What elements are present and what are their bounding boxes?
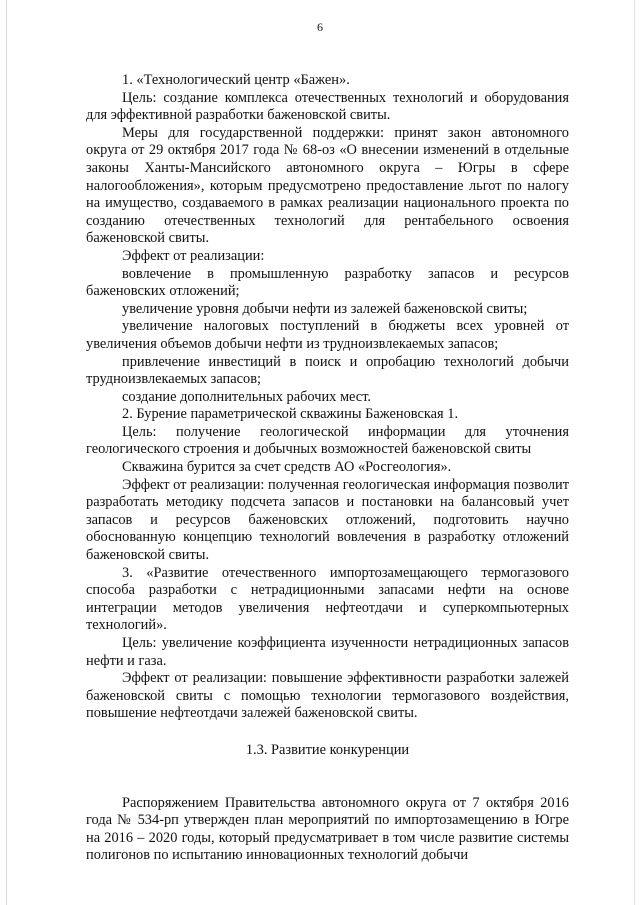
paragraph-goal-1: Цель: создание комплекса отечественных технологий и оборудования для эффективной разработки баженовской свиты.	[86, 89, 569, 124]
paragraph-effect-2: Эффект от реализации: полученная геологическая информация позволит разработать методику подсчета запасов и постановки на балансовый учет запасов и ресурсов баженовских отложений, подготовить научно обоснованную концепцию технологий вовлечения в разработку отложений баженовской свиты.	[86, 476, 569, 564]
section-heading: 1.3. Развитие конкуренции	[245, 741, 410, 758]
paragraph-support-measures: Меры для государственной поддержки: принят закон автономного округа от 29 октября 2017 года № 68-оз «О внесении изменений в отдельные законы Ханты-Мансийского автономного округа – Югры в сфере налогообложения», которым предусмотрено предоставление льгот по налогу на имущество, создаваемого в рамках реализации национального проекта по созданию отечественных технологий для рентабельного освоения баженовской свиты.	[86, 124, 569, 247]
paragraph-funding: Скважина бурится за счет средств АО «Росгеология».	[122, 459, 452, 476]
paragraph-goal-3: Цель: увеличение коэффициента изученности нетрадиционных запасов нефти и газа.	[86, 635, 569, 669]
paragraph-effect-3: Эффект от реализации: повышение эффективности разработки залежей баженовской свиты с помощью технологии термогазового воздействия, повышение нефтеотдачи залежей баженовской свиты.	[86, 670, 569, 722]
paragraph-effect-item: привлечение инвестиций в поиск и опробацию технологий добычи трудноизвлекаемых запасов;	[86, 353, 569, 388]
paragraph-effect-item: увеличение уровня добычи нефти из залежей баженовской свиты;	[122, 300, 528, 317]
paragraph-effect-label: Эффект от реализации:	[122, 247, 265, 264]
document-body	[86, 72, 569, 865]
page-edge-right	[634, 0, 635, 905]
paragraph-thermogas: 3. «Развитие отечественного импортозамещающего термогазового способа разработки с нетрадиционными запасами нефти на основе интеграции методов увеличения нефтеотдачи и суперкомпьютерных технологий».	[86, 564, 569, 634]
paragraph-effect-item: вовлечение в промышленную разработку запасов и ресурсов баженовских отложений;	[86, 265, 569, 300]
page-edge-left	[6, 0, 7, 905]
paragraph-goal-2: Цель: получение геологической информации для уточнения геологического строения и добычных возможностей баженовской свиты	[86, 423, 569, 458]
paragraph-drilling: 2. Бурение параметрической скважины Баженовская 1.	[122, 406, 459, 423]
paragraph-tech-center: 1. «Технологический центр «Бажен».	[122, 72, 350, 88]
paragraph-effect-item: увеличение налоговых поступлений в бюджеты всех уровней от увеличения объемов добычи нефти из трудноизвлекаемых запасов;	[86, 318, 569, 352]
paragraph-effect-item: создание дополнительных рабочих мест.	[122, 388, 371, 405]
paragraph-competition: Распоряжением Правительства автономного округа от 7 октября 2016 года № 534-рп утвержден план мероприятий по импортозамещению в Югре на 2016 – 2020 годы, который предусматривает в том числе развитие системы полигонов по испытанию инновационных технологий добычи	[86, 794, 569, 864]
page-number: 6	[317, 20, 323, 34]
